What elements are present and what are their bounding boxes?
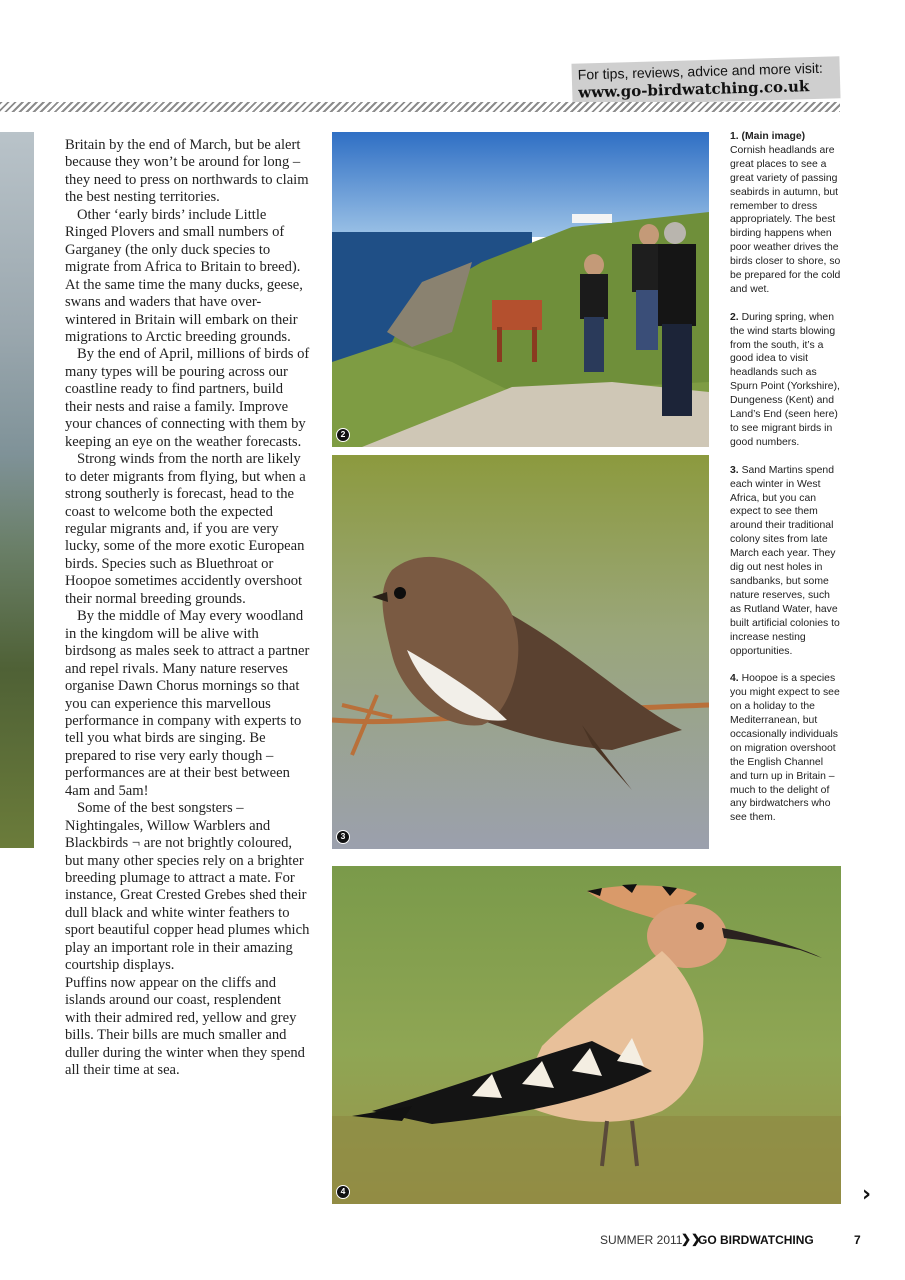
caption-label: 3.	[730, 464, 739, 476]
photo-number-badge: 3	[336, 830, 350, 844]
body-paragraph: Other ‘early birds’ include Little Ringed Plovers and small numbers of Garganey (the only duck species to migrate from Africa to Britain to breed). At the same time the many ducks, geese, swans and waders that have over-wintered in Britain will embark on their migrations to Arctic breeding grounds.	[65, 206, 303, 345]
caption-label: 1. (Main image)	[730, 131, 806, 142]
body-paragraph: Britain by the end of March, but be alert because they won’t be around for long – they need to press on northwards to claim the best nesting territories.	[65, 137, 309, 206]
caption-text: Hoopoe is a species you might expect to see on a holiday to the Mediterranean, but occasionally individuals on migration overshoot the English Channel and turn up in Britain – much to the delight of any birdwatchers who see them.	[730, 673, 840, 824]
caption-text: During spring, when the wind starts blowing from the south, it’s a good idea to visit headlands such as Spurn Point (Yorkshire), Dungeness (Kent) and Land’s End (seen here) to see migrant birds in good numbers.	[730, 311, 840, 448]
footer-issue: SUMMER 2011	[600, 1233, 683, 1247]
caption-label: 4.	[730, 673, 739, 685]
caption-item	[730, 672, 842, 825]
footer-magazine-title: GO BIRDWATCHING	[698, 1233, 814, 1247]
promo-text: For tips, reviews, advice and more visit:	[577, 59, 823, 83]
main-image-edge	[0, 132, 34, 848]
caption-item	[730, 130, 842, 297]
caption-text: Cornish headlands are great places to see a great variety of passing seabirds in autumn, but remember to dress appropriately. The best birding happens when poor weather drives the birds closer to shore, so be prepared for the cold and wet.	[730, 144, 841, 295]
photo-sand-martin	[332, 455, 709, 849]
photo-captions	[730, 130, 842, 839]
article-body	[65, 137, 310, 1079]
photo-number-badge: 4	[336, 1185, 350, 1199]
page-number: 7	[854, 1233, 861, 1247]
chevron-right-icon[interactable]: ›	[862, 1182, 872, 1207]
website-promo	[571, 56, 840, 105]
photo-lands-end	[332, 132, 709, 447]
body-paragraph: By the middle of May every woodland in the kingdom will be alive with birdsong as males seek to attract a partner and repel rivals. Many nature reserves organise Dawn Chorus mornings so that you can experience this marvellous performance in company with experts to tell you what birds are singing. Be prepared to rise very early though – performances are at their best between 4am and 5am!	[65, 608, 310, 799]
page-footer	[600, 1233, 870, 1249]
footer-separator-icon: ❯❯	[681, 1232, 702, 1246]
body-paragraph: Strong winds from the north are likely to deter migrants from flying, but when a strong southerly is forecast, head to the coast to welcome both the expected regular migrants and, if you are very lucky, some of the more exotic European birds. Species such as Bluethroat or Hoopoe sometimes accidently overshoot their normal breeding grounds.	[65, 451, 306, 607]
hatched-divider	[0, 102, 840, 112]
caption-label: 2.	[730, 311, 739, 323]
body-paragraph: Puffins now appear on the cliffs and islands around our coast, resplendent with their admired red, yellow and grey bills. Their bills are much smaller and duller during the winter when they spend all their time at sea.	[65, 974, 305, 1079]
body-paragraph: Some of the best songsters – Nightingales, Willow Warblers and Blackbirds ¬ are not brightly coloured, but many other species rely on a brighter breeding plumage to attract a mate. For instance, Great Crested Grebes shed their dull black and white winter feathers to sport beautiful copper head plumes which play an important role in their amazing courtship displays.	[65, 800, 310, 974]
body-paragraph: By the end of April, millions of birds of many types will be pouring across our coastline ready to find partners, build their nests and raise a family. Improve your chances of connecting with them by keeping an eye on the weather forecasts.	[65, 346, 310, 450]
promo-url[interactable]: www.go-birdwatching.co.uk	[578, 77, 810, 102]
caption-item	[730, 464, 842, 659]
photo-number-badge: 2	[336, 428, 350, 442]
caption-text: Sand Martins spend each winter in West Africa, but you can expect to see them around their traditional colony sites from late March each year. They dig out nest holes in sandbanks, but some nature reserves, such as Rutland Water, have built artificial colonies to increase nesting opportunities.	[730, 464, 840, 657]
caption-item	[730, 311, 842, 450]
photo-hoopoe	[332, 866, 841, 1204]
